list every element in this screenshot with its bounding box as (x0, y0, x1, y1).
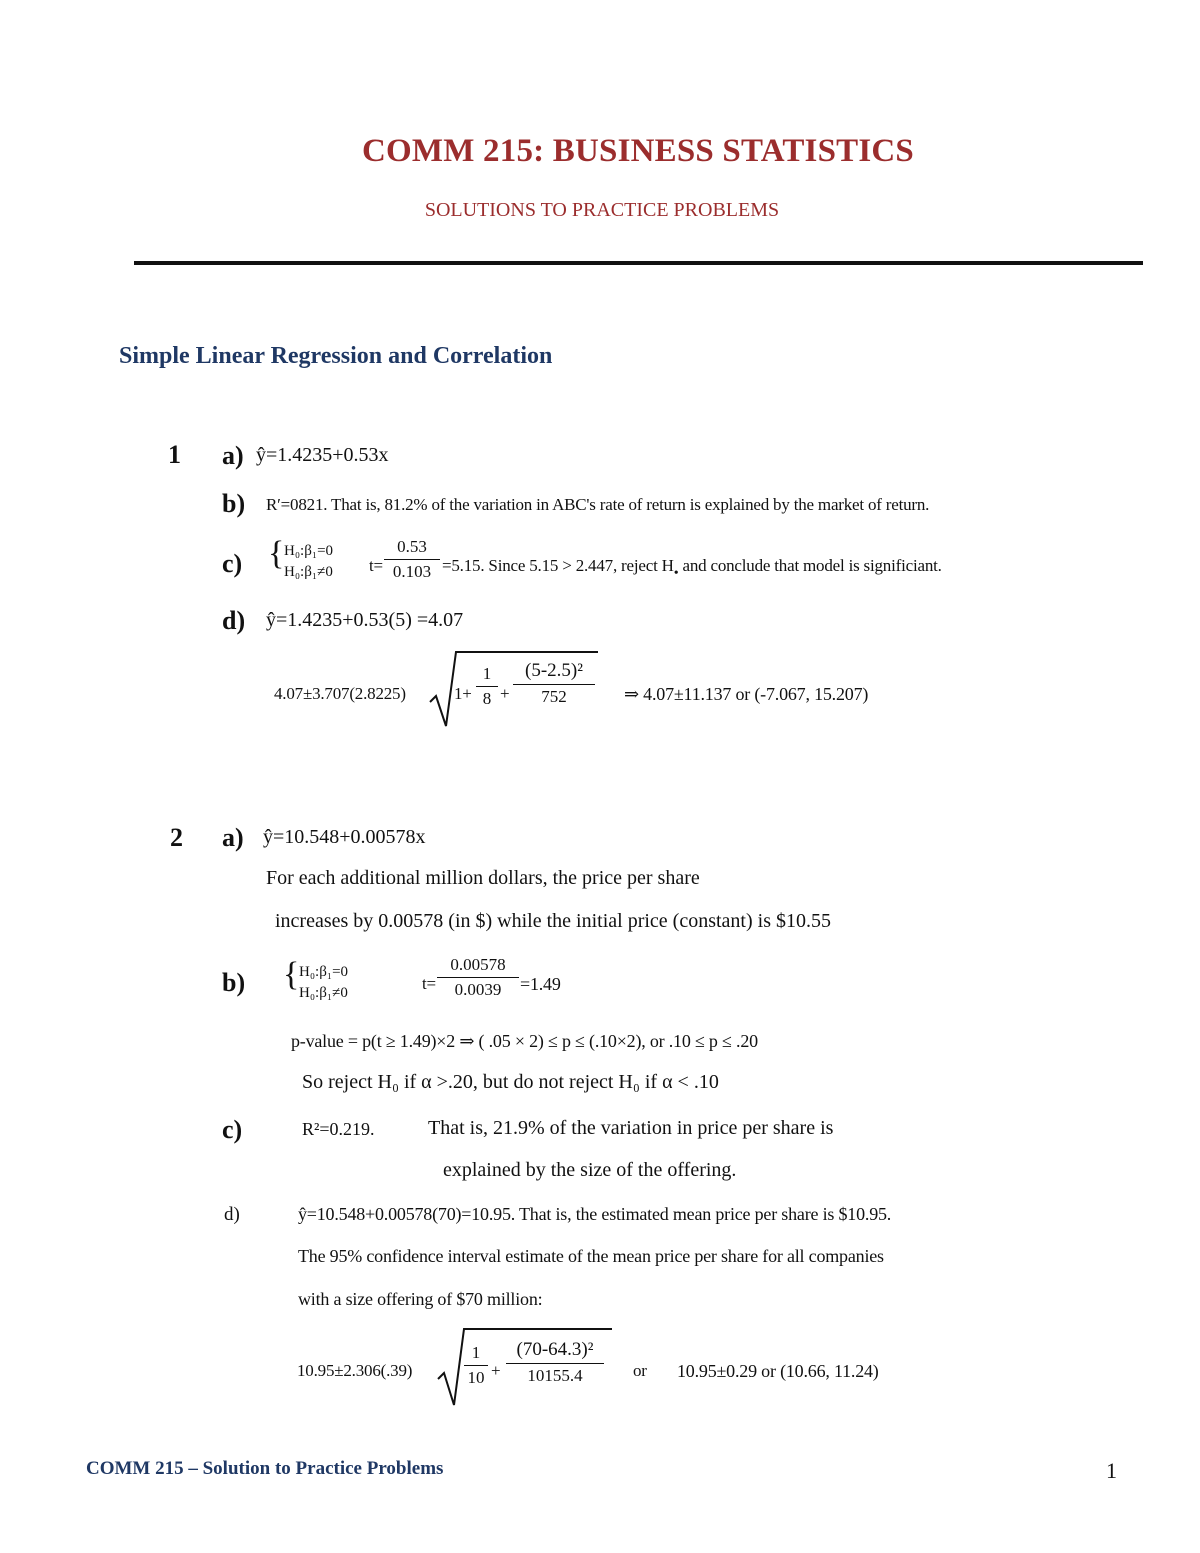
fraction-denominator: 752 (541, 687, 567, 706)
part-label: c) (222, 549, 243, 578)
fraction-bar (506, 1363, 604, 1364)
fraction-denominator: 0.103 (392, 562, 432, 581)
part-label: b) (222, 968, 246, 997)
t-fraction (437, 955, 519, 1000)
ci-fraction-2 (506, 1339, 604, 1386)
part-label: b) (222, 489, 246, 518)
null-hypothesis: H₀:β₁=0 (299, 964, 349, 980)
header-divider (134, 261, 1143, 265)
footer-text: COMM 215 – Solution to Practice Problems (86, 1458, 444, 1479)
decision-rule: So reject H₀ if α >.20, but do not reject H₀ if α < .10 (302, 1071, 719, 1093)
part-label: a) (222, 823, 244, 852)
t-fraction (384, 537, 440, 582)
fraction-bar (464, 1365, 488, 1366)
r-squared: R²=0.219. (302, 1119, 375, 1139)
fraction-numerator: (70-64.3)² (516, 1339, 594, 1360)
problem-number: 2 (170, 823, 183, 852)
fraction-numerator: 1 (482, 664, 492, 683)
fraction-bar (513, 684, 595, 685)
hypothesis-brace: { (283, 956, 300, 993)
t-label: t= (422, 974, 436, 993)
p-value-text: p-value = p(t ≥ 1.49)×2 ⇒ ( .05 × 2) ≤ p ≤ (.10×2), or .10 ≤ p ≤ .20 (291, 1031, 758, 1051)
part-label: d) (224, 1204, 240, 1225)
fraction-denominator: 8 (482, 689, 492, 708)
fraction-numerator: 1 (471, 1343, 481, 1362)
regression-equation: ŷ=1.4235+0.53x (256, 444, 389, 466)
fraction-denominator: 10 (467, 1368, 485, 1387)
ci-fraction-1 (464, 1343, 488, 1388)
problem-number: 1 (168, 440, 181, 469)
alt-hypothesis: H₀:β₁≠0 (299, 985, 348, 1001)
fraction-denominator: 10155.4 (527, 1366, 583, 1385)
r-squared-interpretation: That is, 21.9% of the variation in price per share is (428, 1117, 834, 1139)
subscript: • (673, 566, 679, 581)
fraction-denominator: 0.0039 (454, 980, 502, 999)
fraction-bar (384, 559, 440, 560)
t-value: =1.49 (520, 974, 561, 994)
ci-result: 10.95±0.29 or (10.66, 11.24) (677, 1361, 879, 1381)
ci-description: with a size offering of $70 million: (298, 1289, 543, 1309)
ci-fraction-2 (513, 660, 595, 707)
ci-result: ⇒ 4.07±11.137 or (-7.067, 15.207) (624, 684, 869, 704)
point-estimate: ŷ=1.4235+0.53(5) =4.07 (266, 609, 464, 631)
fraction-numerator: (5-2.5)² (525, 660, 583, 681)
ci-prefix: 4.07±3.707(2.8225) (274, 684, 406, 703)
part-label: c) (222, 1115, 243, 1144)
t-test-conclusion: =5.15. Since 5.15 > 2.447, reject $H_•$ and conclude that model is significiant. (442, 556, 942, 581)
ci-term: 1+ (454, 684, 472, 703)
fraction-bar (437, 977, 519, 978)
ci-description: The 95% confidence interval estimate of the mean price per share for all companies (298, 1246, 884, 1266)
section-title: Simple Linear Regression and Correlation (119, 343, 553, 369)
interpretation-line: increases by 0.00578 (in $) while the initial price (constant) is $10.55 (275, 910, 831, 932)
page-number: 1 (1106, 1458, 1117, 1483)
or-text: or (633, 1361, 647, 1380)
fraction-numerator: 0.00578 (450, 955, 506, 974)
null-hypothesis: H₀:β₁=0 (284, 543, 334, 559)
document-title: COMM 215: BUSINESS STATISTICS (362, 133, 914, 169)
ci-prefix: 10.95±2.306(.39) (297, 1361, 413, 1380)
plus-sign: + (500, 684, 510, 703)
plus-sign: + (491, 1361, 501, 1380)
t-label: t= (369, 556, 383, 575)
fraction-numerator: 0.53 (397, 537, 427, 556)
interpretation-line: For each additional million dollars, the price per share (266, 867, 700, 889)
alt-hypothesis: H₀:β₁≠0 (284, 564, 333, 580)
r-squared-interpretation: explained by the size of the offering. (443, 1159, 737, 1181)
point-estimate: ŷ=10.548+0.00578(70)=10.95. That is, the estimated mean price per share is $10.95. (298, 1204, 892, 1224)
fraction-bar (476, 686, 498, 687)
part-label: d) (222, 606, 246, 635)
document-subtitle: SOLUTIONS TO PRACTICE PROBLEMS (424, 199, 780, 221)
part-label: a) (222, 441, 244, 470)
r-squared-text: R′=0821. That is, 81.2% of the variation in ABC's rate of return is explained by the market of return. (266, 495, 930, 514)
ci-fraction-1 (476, 664, 498, 709)
regression-equation: ŷ=10.548+0.00578x (263, 826, 426, 848)
hypothesis-brace: { (268, 535, 285, 572)
